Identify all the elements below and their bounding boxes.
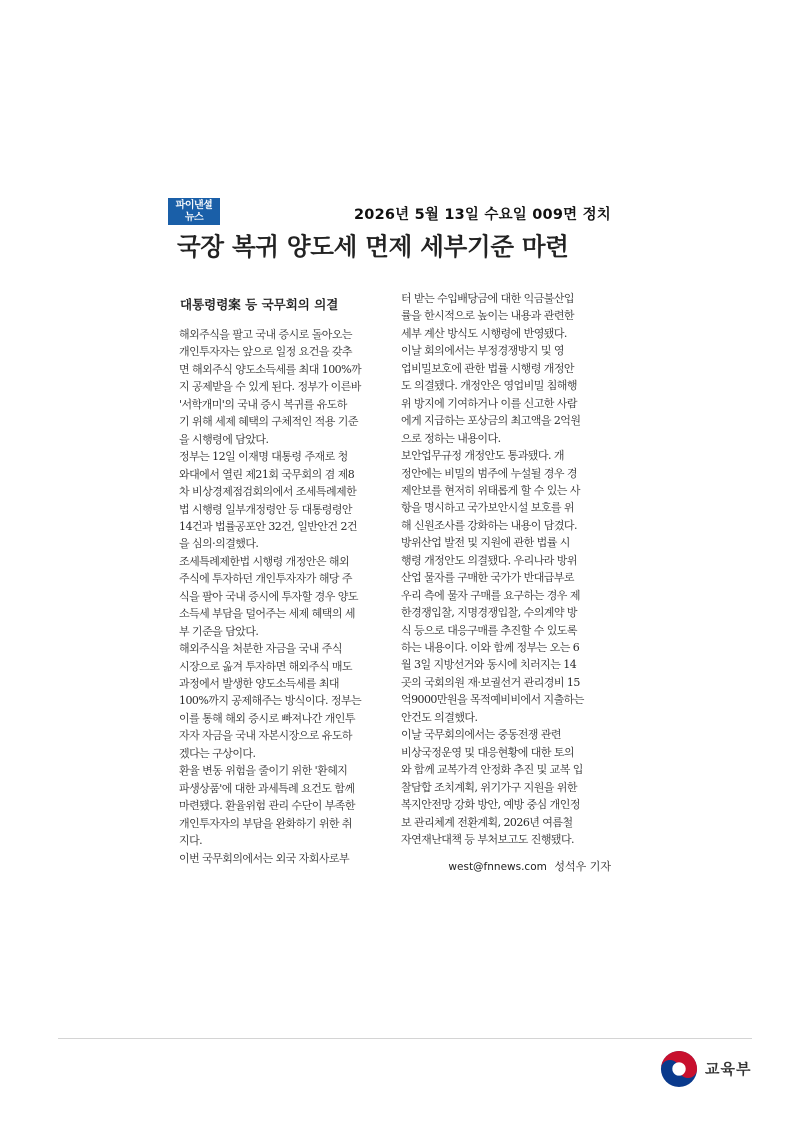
- article-line: 하는 내용이다. 이와 함께 정부는 오는 6: [401, 641, 580, 654]
- article-line: 이를 통해 해외 증시로 빠져나간 개인투: [179, 711, 355, 725]
- ministry-name: 교육부: [705, 1060, 752, 1078]
- article-line: 곳의 국회의원 재·보궐선거 관리경비 15: [401, 675, 580, 689]
- article-line: 법 시행령 일부개정령안 등 대통령령안: [179, 502, 353, 516]
- article-line: 비상국정운영 및 대응현황에 대한 토의: [401, 745, 575, 759]
- logo-line1: 파이낸셜: [175, 200, 213, 211]
- article-line: 터 받는 수입배당금에 대한 익금불산입: [401, 292, 575, 305]
- article-line: 을 시행령에 담았다.: [179, 432, 269, 446]
- article-line: 률을 한시적으로 높이는 내용과 관련한: [401, 309, 575, 323]
- reporter-name: 성석우 기자: [554, 860, 611, 873]
- article-line: 파생상품'에 대한 과세특례 요건도 함께: [179, 781, 355, 795]
- article-headline: 국장 복귀 양도세 면제 세부기준 마련: [177, 232, 569, 261]
- article-line: 행령 개정안도 의결됐다. 우리나라 방위: [401, 553, 577, 567]
- article-line: 기 위해 세제 혜택의 구체적인 적용 기준: [179, 415, 358, 429]
- newspaper-logo: [168, 198, 220, 225]
- reporter-email: west@fnnews.com: [448, 861, 547, 873]
- article-line: 마련됐다. 환율위험 관리 수단이 부족한: [179, 799, 355, 813]
- article-line: 복지안전망 강화 방안, 예방 중심 개인정: [401, 798, 580, 812]
- article-line: 면 해외주식 양도소득세를 최대 100%까: [179, 362, 362, 376]
- article-line: 시장으로 옮겨 투자하면 해외주식 매도: [179, 659, 353, 673]
- article-line: 소득세 부담을 덜어주는 세제 혜택의 세: [179, 607, 355, 621]
- article-line: 위 방지에 기여하거나 이를 신고한 사람: [401, 396, 577, 410]
- article-line: 지다.: [179, 834, 203, 848]
- article-line: 정안에는 비밀의 범주에 누설될 경우 경: [401, 466, 577, 480]
- article-line: 보안업무규정 개정안도 통과됐다. 개: [401, 449, 564, 463]
- article-line: 세부 계산 방식도 시행령에 반영됐다.: [401, 326, 567, 340]
- article-line: 와대에서 열린 제21회 국무회의 겸 제8: [179, 467, 355, 481]
- article-line: 에게 지급하는 포상금의 최고액을 2억원: [401, 414, 581, 428]
- article-line: 조세특례제한법 시행령 개정안은 해외: [179, 554, 350, 568]
- article-subhead: 대통령령案 등 국무회의 의결: [180, 297, 339, 312]
- article-line: 100%까지 공제해주는 방식이다. 정부는: [179, 694, 362, 708]
- article-line: 이날 회의에서는 부정경쟁방지 및 영: [401, 344, 564, 358]
- footer-divider: [58, 1038, 752, 1039]
- article-line: 지 공제받을 수 있게 된다. 정부가 이른바: [179, 380, 361, 394]
- article-line: 식 등으로 대응구매를 추진할 수 있도록: [401, 623, 577, 637]
- article-line: 도 의결됐다. 개정안은 영업비밀 침해행: [401, 379, 577, 393]
- article-line: 자자 자금을 국내 자본시장으로 유도하: [179, 729, 353, 743]
- article-line: 해 신원조사를 강화하는 내용이 담겼다.: [401, 518, 577, 532]
- article-line: 억9000만원을 목적예비비에서 지출하는: [401, 693, 584, 707]
- article-line: 보 관리체계 전환계획, 2026년 여름철: [401, 815, 573, 829]
- article-line: '서학개미'의 국내 증시 복귀를 유도하: [179, 397, 347, 411]
- article-line: 14건과 법률공포안 32건, 일반안건 2건: [179, 519, 357, 533]
- article-line: 한경쟁입찰, 지명경쟁입찰, 수의계약 방: [401, 606, 577, 620]
- article-line: 으로 정하는 내용이다.: [401, 431, 501, 445]
- article-line: 겠다는 구상이다.: [179, 746, 256, 760]
- article-line: 차 비상경제점검회의에서 조세특례제한: [179, 485, 357, 499]
- article-line: 월 3일 지방선거와 동시에 치러지는 14: [401, 658, 577, 672]
- article-line: 우리 측에 물자 구매를 요구하는 경우 제: [401, 588, 580, 602]
- article-line: 제안보를 현저히 위태롭게 할 수 있는 사: [401, 483, 580, 497]
- article-line: 산업 물자를 구매한 국가가 반대급부로: [401, 571, 575, 585]
- byline: [448, 858, 611, 874]
- article-line: 찰담합 조치계획, 위기가구 지원을 위한: [401, 780, 577, 794]
- article-line: 을 심의·의결했다.: [179, 537, 259, 551]
- article-line: 항을 명시하고 국가보안시설 보호를 위: [401, 501, 575, 515]
- article-line: 과정에서 발생한 양도소득세를 최대: [179, 677, 339, 690]
- logo-line2: 뉴스: [184, 212, 204, 223]
- article-line: 안건도 의결했다.: [401, 710, 478, 724]
- article-line: 방위산업 발전 및 지원에 관한 법률 시: [401, 536, 570, 550]
- article-line: 자연재난대책 등 부처보고도 진행됐다.: [401, 832, 575, 846]
- article-line: 해외주식을 처분한 자금을 국내 주식: [179, 642, 342, 656]
- article-line: 이번 국무회의에서는 외국 자회사로부: [179, 851, 350, 865]
- article-line: 환율 변동 위험을 줄이기 위한 '환헤지: [179, 764, 348, 778]
- article-line: 주식에 투자하던 개인투자자가 해당 주: [179, 572, 353, 586]
- article-line: 업비밀보호에 관한 법률 시행령 개정안: [401, 361, 575, 375]
- article-line: 해외주식을 팔고 국내 증시로 돌아오는: [179, 328, 353, 341]
- dateline: 2026년 5월 13일 수요일 009면 정치: [354, 207, 611, 223]
- article-line: 정부는 12일 이재명 대통령 주재로 청: [179, 450, 348, 464]
- article-line: 개인투자자의 부담을 완화하기 위한 취: [179, 816, 353, 830]
- taegeuk-emblem-icon: [660, 1050, 698, 1088]
- article-line: 개인투자자는 앞으로 일정 요건을 갖추: [179, 345, 353, 359]
- article-line: 와 함께 교복가격 안정화 추진 및 교복 입: [401, 763, 583, 777]
- article-line: 이날 국무회의에서는 중동전쟁 관련: [401, 728, 561, 742]
- article-line: 부 기준을 담았다.: [179, 624, 259, 638]
- article-line: 식을 팔아 국내 증시에 투자할 경우 양도: [179, 589, 358, 603]
